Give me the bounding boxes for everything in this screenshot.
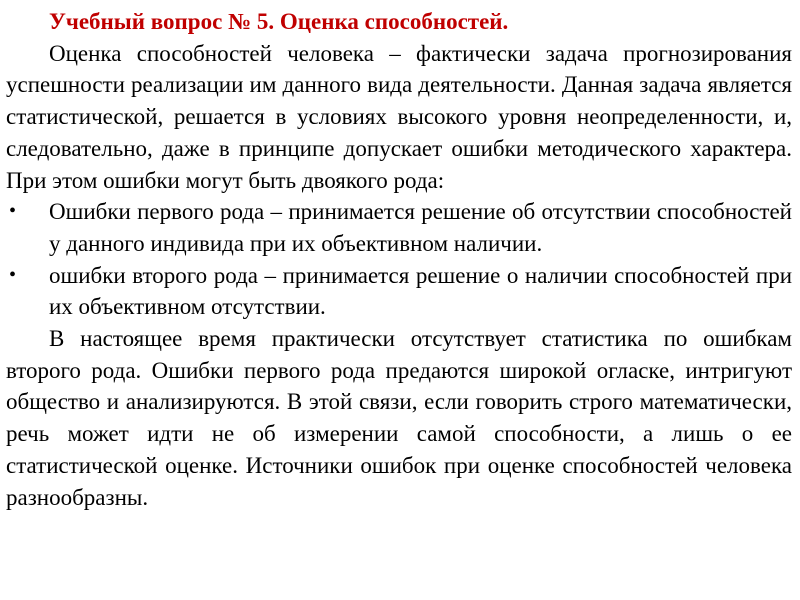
error-types-list [6,196,792,323]
list-item-text: ошибки второго рода – принимается решение о наличии способностей при их объективном отсутствии. [49,262,792,320]
intro-paragraph: Оценка способностей человека – фактически задача прогнозирования успешности реализации им данного вида деятельности. Данная задача является статистической, решается в условиях высокого уровня неопределенности, и, следовательно, даже в принципе допускает ошибки методического характера. При этом ошибки могут быть двоякого рода: [6,40,792,193]
bullet-icon: • [9,263,17,286]
conclusion-paragraph: В настоящее время практически отсутствует статистика по ошибкам второго рода. Ошибки первого рода предаются широкой огласке, интригуют общество и анализируются. В этой связи, если говорить строго математически, речь может идти не об измерении самой способности, а лишь о ее статистической оценке. Источники ошибок при оценке способностей человека разнообразны. [6,326,792,510]
list-item-type-2 [6,260,792,323]
slide [6,0,792,600]
bullet-icon: • [9,200,17,223]
list-item-type-1 [6,196,792,259]
slide-title: Учебный вопрос № 5. Оценка способностей. [49,9,509,34]
list-item-text: Ошибки первого рода – принимается решение об отсутствии способностей у данного индивида при их объективном наличии. [49,199,792,256]
